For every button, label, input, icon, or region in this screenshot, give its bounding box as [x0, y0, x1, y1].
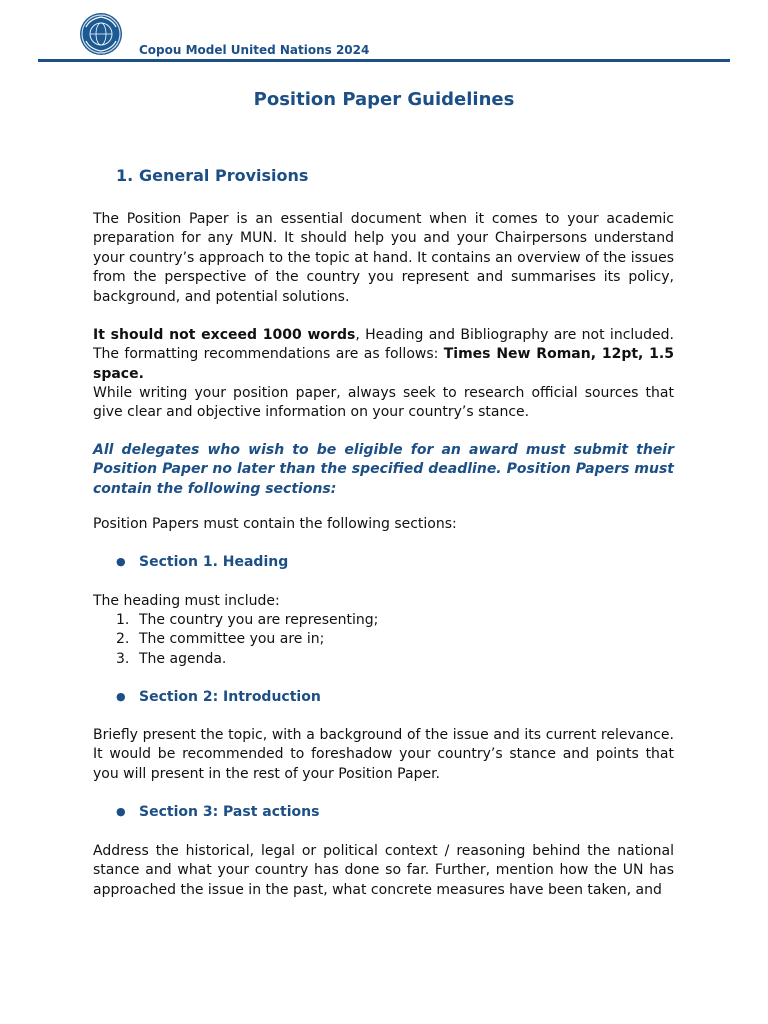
bullet-dot: ● [116, 555, 126, 568]
bullet-label: Section 1. Heading [139, 554, 289, 570]
heading-requirements-list [116, 611, 378, 669]
bullet-section-3 [116, 804, 319, 820]
paragraph-intro: The Position Paper is an essential document when it comes to your academic preparation for any MUN. It should help you and your Chairpersons understand your country’s approach to the topic at hand. It contains an overview of the issues from the perspective of the country you represent and summarises its policy, background, and potential solutions. [93, 211, 674, 305]
bullet-label: Section 3: Past actions [139, 804, 320, 820]
paragraph-introduction-guidance: Briefly present the topic, with a background of the issue and its current relevance. It would be recommended to foreshadow your country’s stance and points that you will present in the rest of your Position Paper. [93, 727, 674, 782]
bullet-section-1 [116, 554, 288, 570]
paragraph-past-actions-guidance: Address the historical, legal or political context / reasoning behind the national stance and what your country has done so far. Further, mention how the UN has approached the issue in the past, what concrete measures have been taken, and [93, 843, 674, 898]
word-limit-bold: It should not exceed 1000 words [93, 327, 356, 343]
list-item: 3. The agenda. [116, 650, 227, 667]
bullet-dot: ● [116, 690, 126, 703]
section-heading-general-provisions [116, 166, 308, 185]
bullet-dot: ● [116, 805, 126, 818]
section-number: 1. [116, 166, 134, 185]
page-title: Position Paper Guidelines [253, 89, 515, 110]
word-limit-text: , Heading and Bibliography are not included. The formatting recommendations are as follows: [93, 327, 674, 363]
organization-name: Copou Model United Nations 2024 [139, 43, 370, 57]
paragraph-award-notice: All delegates who wish to be eligible for an award must submit their Position Paper no later than the specified deadline. Position Papers must contain the following sections: [93, 442, 674, 497]
list-item: 1. The country you are representing; [116, 612, 379, 628]
paragraph-research: While writing your position paper, always seek to research official sources that give clear and objective information on your country’s stance. [93, 385, 674, 421]
bullet-label: Section 2: Introduction [139, 689, 321, 705]
page-header [0, 0, 768, 64]
header-divider [38, 59, 730, 62]
formatting-bold: Times New Roman, 12pt, 1.5 space. [93, 346, 674, 382]
heading-requirements-intro: The heading must include: [93, 593, 280, 609]
paragraph-sections-intro: Position Papers must contain the following sections: [93, 516, 457, 532]
un-emblem-icon [80, 13, 122, 55]
bullet-section-2 [116, 689, 321, 705]
paragraph-word-limit [93, 326, 674, 384]
list-item: 2. The committee you are in; [116, 631, 325, 648]
section-title: General Provisions [139, 166, 309, 185]
